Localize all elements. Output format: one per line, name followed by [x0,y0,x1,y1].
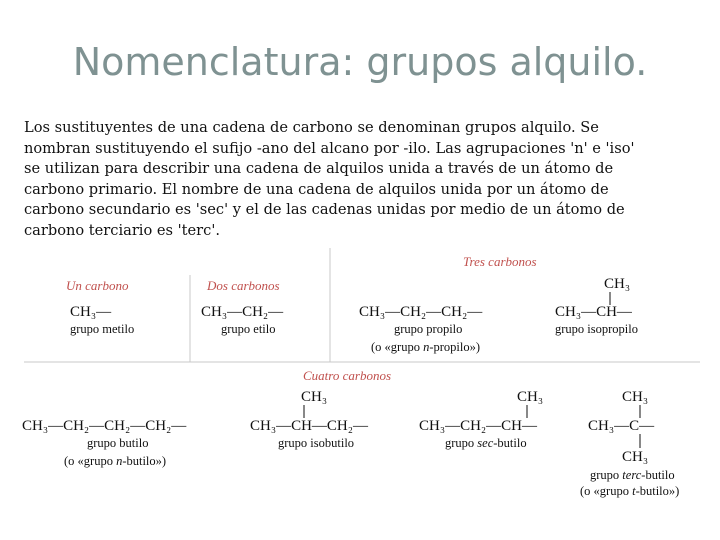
label-part: (o «grupo [64,454,117,468]
label-tercbutilo [590,468,675,482]
label-metilo: grupo metilo [70,322,135,336]
label-etilo: grupo etilo [221,322,276,336]
formula-isopropilo: CH₃—CH— [555,304,632,320]
label-part: -butilo») [122,454,167,468]
formula-isobutilo-top: CH₃ [301,389,328,405]
label-part: terc [622,468,642,482]
formula-metilo: CH₃— [70,304,112,320]
header-tres-carbonos: Tres carbonos [463,254,537,269]
formula-isopropilo-top: CH₃ [604,276,631,292]
label-part: grupo [590,468,623,482]
label-secbutilo [445,436,527,450]
label-part: (o «grupo [371,340,424,354]
formula-tercbutilo-top: CH₃ [622,389,649,405]
label-part: n [116,454,123,468]
label-tercbutilo-alt [580,484,679,498]
page-title: Nomenclatura: grupos alquilo. [72,40,648,84]
formula-etilo: CH₃—CH₂— [201,304,284,320]
paragraph-line: carbono terciario es 'terc'. [24,221,220,239]
label-part: (o «grupo [580,484,633,498]
formula-secbutilo: CH₃—CH₂—CH— [419,418,537,434]
paragraph-line: nombran sustituyendo el sufijo -ano del alcano por -ilo. Las agrupaciones 'n' e 'iso' [24,139,635,157]
label-butilo: grupo butilo [87,436,149,450]
label-part: -butilo [641,468,675,482]
label-part: sec [477,436,494,450]
label-propilo-alt [371,340,480,354]
header-un-carbono: Un carbono [66,278,129,293]
label-part: n [423,340,430,354]
paragraph-line: carbono secundario es 'sec' y el de las cadenas unidas por medio de un átomo de [24,201,625,218]
header-dos-carbonos: Dos carbonos [207,278,280,293]
paragraph-line: carbono primario. El nombre de una cadena de alquilos unida por un átomo de [24,180,609,198]
label-part: t [632,484,636,498]
label-part: -propilo») [429,340,481,354]
formula-tercbutilo: CH₃—C— [588,418,655,434]
label-propilo: grupo propilo [394,322,463,336]
paragraph-line: Los sustituyentes de una cadena de carbono se denominan grupos alquilo. Se [24,119,599,136]
header-cuatro-carbonos: Cuatro carbonos [303,368,391,383]
paragraph-line: se utilizan para describir una cadena de alquilos unida a través de un átomo de [24,160,614,177]
formula-secbutilo-top: CH₃ [517,389,544,405]
label-isopropilo: grupo isopropilo [555,322,638,336]
formula-isobutilo: CH₃—CH—CH₂— [250,418,368,434]
label-part: -butilo [493,436,527,450]
label-isobutilo: grupo isobutilo [278,436,355,450]
label-part: -butilo») [635,484,680,498]
formula-propilo: CH₃—CH₂—CH₂— [359,304,483,320]
label-butilo-alt [64,454,166,468]
formula-butilo: CH₃—CH₂—CH₂—CH₂— [22,418,187,434]
label-part: grupo [445,436,478,450]
formula-tercbutilo-bottom: CH₃ [622,449,649,465]
